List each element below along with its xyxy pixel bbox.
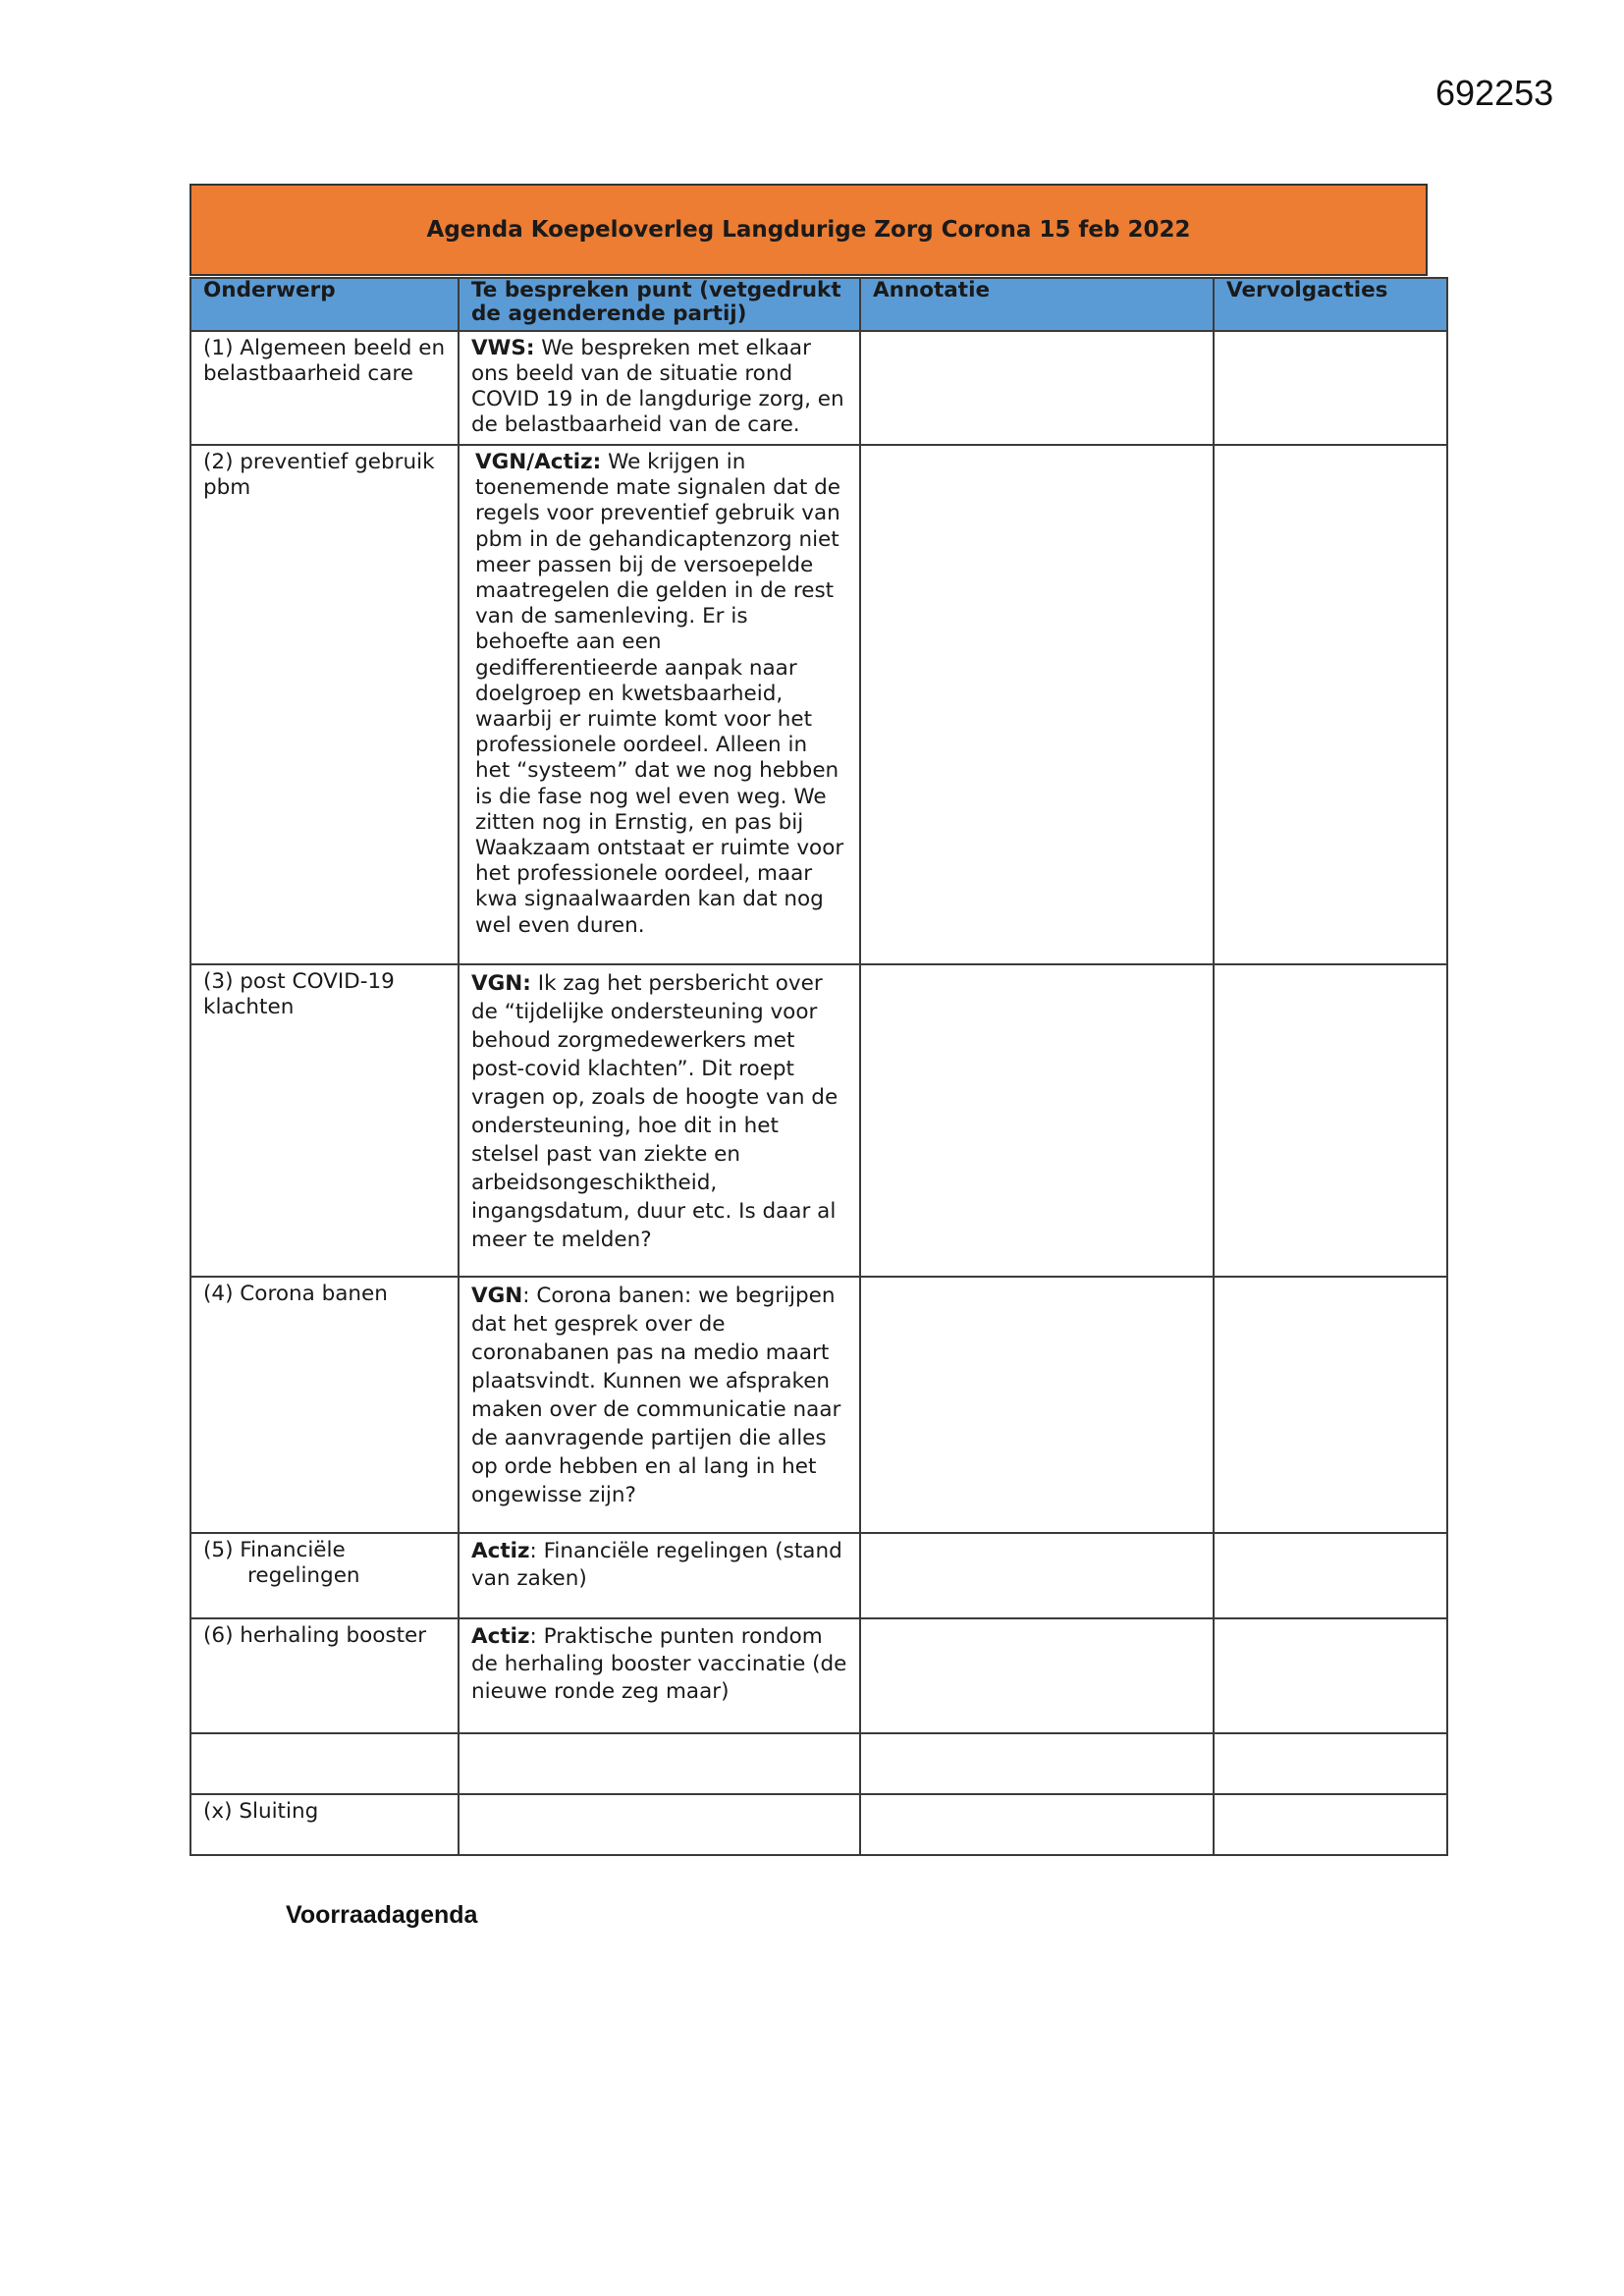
point-cell [459, 331, 860, 445]
point-cell [459, 445, 860, 964]
column-header-vervolgacties: Vervolgacties [1214, 278, 1447, 331]
point-cell [459, 1733, 860, 1794]
document-id: 692253 [1435, 73, 1554, 113]
subject-cell: (x) Sluiting [190, 1794, 459, 1855]
agenda-point-text: Ik zag het persbericht over de “tijdelijke ondersteuning voor behoud zorgmedewerkers met post-covid klachten”. Dit roept vragen op, zoals de hoogte van de ondersteuning, hoe dit in het stelsel past van ziekte en arbeidsongeschiktheid, ingangsdatum, duur etc. Is daar al meer te melden? [471, 971, 839, 1252]
table-row [190, 1733, 1447, 1794]
column-header-te-bespreken-punt: Te bespreken punt (vetgedrukt de agenderende partij) [459, 278, 860, 331]
subject-cell: (3) post COVID-19 klachten [190, 964, 459, 1277]
column-header-onderwerp: Onderwerp [190, 278, 459, 331]
table-row [190, 1618, 1447, 1733]
agenda-party: Actiz [471, 1539, 530, 1563]
annotation-cell [860, 1733, 1214, 1794]
actions-cell [1214, 445, 1447, 964]
annotation-cell [860, 445, 1214, 964]
subject-number: (5) Financiële [203, 1538, 346, 1562]
agenda-party: VGN/Actiz: [475, 450, 602, 474]
point-cell [459, 1533, 860, 1618]
column-header-annotatie: Annotatie [860, 278, 1214, 331]
agenda-party: VWS: [471, 336, 535, 360]
annotation-cell [860, 1618, 1214, 1733]
table-row [190, 964, 1447, 1277]
point-cell [459, 964, 860, 1277]
actions-cell [1214, 1733, 1447, 1794]
point-cell [459, 1794, 860, 1855]
subject-cell [190, 1533, 459, 1618]
agenda-point-text: : Praktische punten rondom de herhaling booster vaccinatie (de nieuwe ronde zeg maar) [471, 1624, 847, 1704]
annotation-cell [860, 1277, 1214, 1533]
annotation-cell [860, 1794, 1214, 1855]
actions-cell [1214, 1618, 1447, 1733]
actions-cell [1214, 1277, 1447, 1533]
agenda-party: VGN: [471, 971, 531, 996]
actions-cell [1214, 964, 1447, 1277]
subject-continuation: regelingen [247, 1563, 360, 1588]
agenda-title: Agenda Koepeloverleg Langdurige Zorg Corona 15 feb 2022 [189, 184, 1428, 276]
subject-cell: (4) Corona banen [190, 1277, 459, 1533]
voorraadagenda-heading: Voorraadagenda [286, 1901, 478, 1929]
annotation-cell [860, 1533, 1214, 1618]
table-row [190, 1794, 1447, 1855]
point-cell [459, 1618, 860, 1733]
table-header-row [190, 278, 1447, 331]
point-cell [459, 1277, 860, 1533]
annotation-cell [860, 964, 1214, 1277]
agenda-point-text: : Corona banen: we begrijpen dat het gesprek over de coronabanen pas na medio maart plaatsvindt. Kunnen we afspraken maken over de communicatie naar de aanvragende partijen die alles op orde hebben en al lang in het ongewisse zijn? [471, 1284, 841, 1507]
table-row [190, 1277, 1447, 1533]
subject-cell: (6) herhaling booster [190, 1618, 459, 1733]
agenda-point-text: We krijgen in toenemende mate signalen dat de regels voor preventief gebruik van pbm in de gehandicaptenzorg niet meer passen bij de versoepelde maatregelen die gelden in de rest van de samenleving. Er is behoefte aan een gedifferentieerde aanpak naar doelgroep en kwetsbaarheid, waarbij er ruimte komt voor het professionele oordeel. Alleen in het “systeem” dat we nog hebben is die fase nog wel even weg. We zitten nog in Ernstig, en pas bij Waakzaam ontstaat er ruimte voor het professionele oordeel, maar kwa signaalwaarden kan dat nog wel even duren. [475, 450, 844, 938]
table-row [190, 445, 1447, 964]
agenda-point-text: We bespreken met elkaar ons beeld van de situatie rond COVID 19 in de langdurige zorg, en de belastbaarheid van de care. [471, 336, 844, 437]
subject-cell [190, 1733, 459, 1794]
table-row [190, 331, 1447, 445]
table-row [190, 1533, 1447, 1618]
actions-cell [1214, 331, 1447, 445]
subject-cell: (1) Algemeen beeld en belastbaarheid care [190, 331, 459, 445]
agenda-party: VGN [471, 1284, 523, 1308]
subject-cell: (2) preventief gebruik pbm [190, 445, 459, 964]
agenda-party: Actiz [471, 1624, 530, 1649]
agenda-point-text: : Financiële regelingen (stand van zaken) [471, 1539, 842, 1591]
actions-cell [1214, 1794, 1447, 1855]
annotation-cell [860, 331, 1214, 445]
agenda-table [189, 277, 1448, 1856]
actions-cell [1214, 1533, 1447, 1618]
